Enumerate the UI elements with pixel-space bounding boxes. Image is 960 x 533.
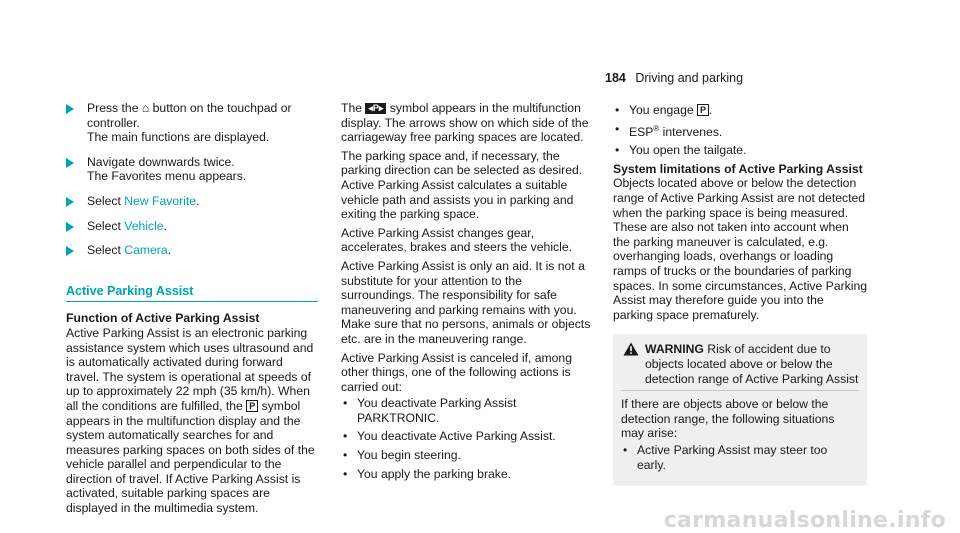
warning-box (613, 334, 867, 486)
step-result: The main functions are displayed. (87, 130, 270, 145)
warning-body: If there are objects above or below the detection range, the following situations may arise: (621, 397, 835, 441)
paragraph-1: The ◂P▸ symbol appears in the multifunction display. The arrows show on which side of the carriageway free parking spaces are located. (341, 101, 589, 145)
function-heading: Function of Active Parking Assist (66, 311, 260, 326)
column-1 (66, 101, 318, 516)
column-3 (613, 101, 867, 486)
warning-title: Risk of accident due to objects located above or below the detection range of Active Parking Assist (645, 342, 859, 386)
page-header (605, 71, 743, 86)
watermark: carmanualsonline.info (663, 508, 946, 533)
step-arrow-icon (66, 222, 74, 232)
step-2: Navigate downwards twice. The Favorites menu appears. (66, 155, 318, 184)
step-arrow-icon (66, 104, 74, 114)
list-item: • ESP® intervenes. (615, 121, 723, 139)
section-title: Active Parking Assist (66, 284, 318, 303)
warning-list (621, 443, 859, 472)
step-arrow-icon (66, 246, 74, 256)
list-item: • You deactivate Active Parking Assist. (343, 429, 556, 444)
step-arrow-icon (66, 197, 74, 207)
step-3: Select New Favorite. (66, 194, 318, 209)
parking-symbol-icon: P (246, 400, 258, 412)
paragraph-4: Active Parking Assist is only an aid. It is not a substitute for your attention to the surroundings. The responsibility for safe maneuvering and parking remains with you. Make sure that no persons, animals or objects etc. are in the maneuvering range. (341, 258, 591, 346)
step-1: Press the ⌂ button on the touchpad or controller. The main functions are displayed. (66, 101, 318, 145)
list-item: • Active Parking Assist may steer too early. (623, 442, 828, 472)
cancel-list (341, 396, 593, 481)
step-result: The Favorites menu appears. (87, 169, 247, 184)
home-icon: ⌂ (141, 101, 150, 115)
cancel-list-continued (613, 103, 867, 158)
paragraph-3: Active Parking Assist changes gear, accelerates, brakes and steers the vehicle. (341, 225, 573, 255)
warning-header (621, 342, 859, 386)
header-title: Driving and parking (635, 71, 744, 85)
menu-item-new-favorite: New Favorite (124, 193, 197, 208)
paragraph-5: Active Parking Assist is canceled if, among other things, one of the following actions is carried out: (341, 350, 572, 394)
limitations-body: Objects located above or below the detection range of Active Parking Assist are not detected when the parking space is being measured. These are also not taken into account when the parking maneuver is calculated, e.g. overhanging loads, overhangs or loading ramps of trucks or the boundaries of parking spaces. In some circumstances, Active Parking Assist may therefore guide you into the parking space prematurely. (613, 176, 868, 322)
step-5: Select Camera. (66, 243, 318, 258)
function-body: Active Parking Assist is an electronic parking assistance system which uses ultrasound and is automatically activated during forward travel. The system is operational at speeds of up to approximately 22 mph (35 km/h). When all the conditions are fulfilled, the P symbol appears in the multifunction display and the system automatically searches for and measures parking spaces on both sides of the vehicle parallel and perpendicular to the direction of travel. If Active Parking Assist is activated, suitable parking spaces are displayed in the multimedia system. (66, 325, 315, 516)
paragraph-2: The parking space and, if necessary, the parking direction can be selected as desired. Active Parking Assist calculates a suitable vehicle path and assists you in parking and exiting the parking space. (341, 148, 583, 222)
page-number: 184 (605, 71, 626, 85)
step-4: Select Vehicle. (66, 219, 318, 234)
list-item: • You engage P . (615, 103, 713, 117)
parking-arrows-icon: ◂P▸ (365, 103, 386, 114)
warning-triangle-icon (623, 342, 639, 360)
list-item: • You open the tailgate. (615, 143, 747, 158)
list-item: • You apply the parking brake. (343, 466, 512, 481)
park-gear-icon: P (697, 104, 709, 116)
menu-item-vehicle: Vehicle (124, 218, 164, 233)
column-2 (341, 101, 593, 485)
list-item: • You begin steering. (343, 448, 461, 463)
limitations-heading: System limitations of Active Parking Assist (613, 161, 863, 176)
warning-label: WARNING (645, 342, 704, 357)
warning-divider (621, 390, 859, 391)
menu-item-camera: Camera (124, 243, 168, 258)
step-arrow-icon (66, 158, 74, 168)
list-item: • You deactivate Parking Assist PARKTRONIC. (343, 396, 517, 425)
